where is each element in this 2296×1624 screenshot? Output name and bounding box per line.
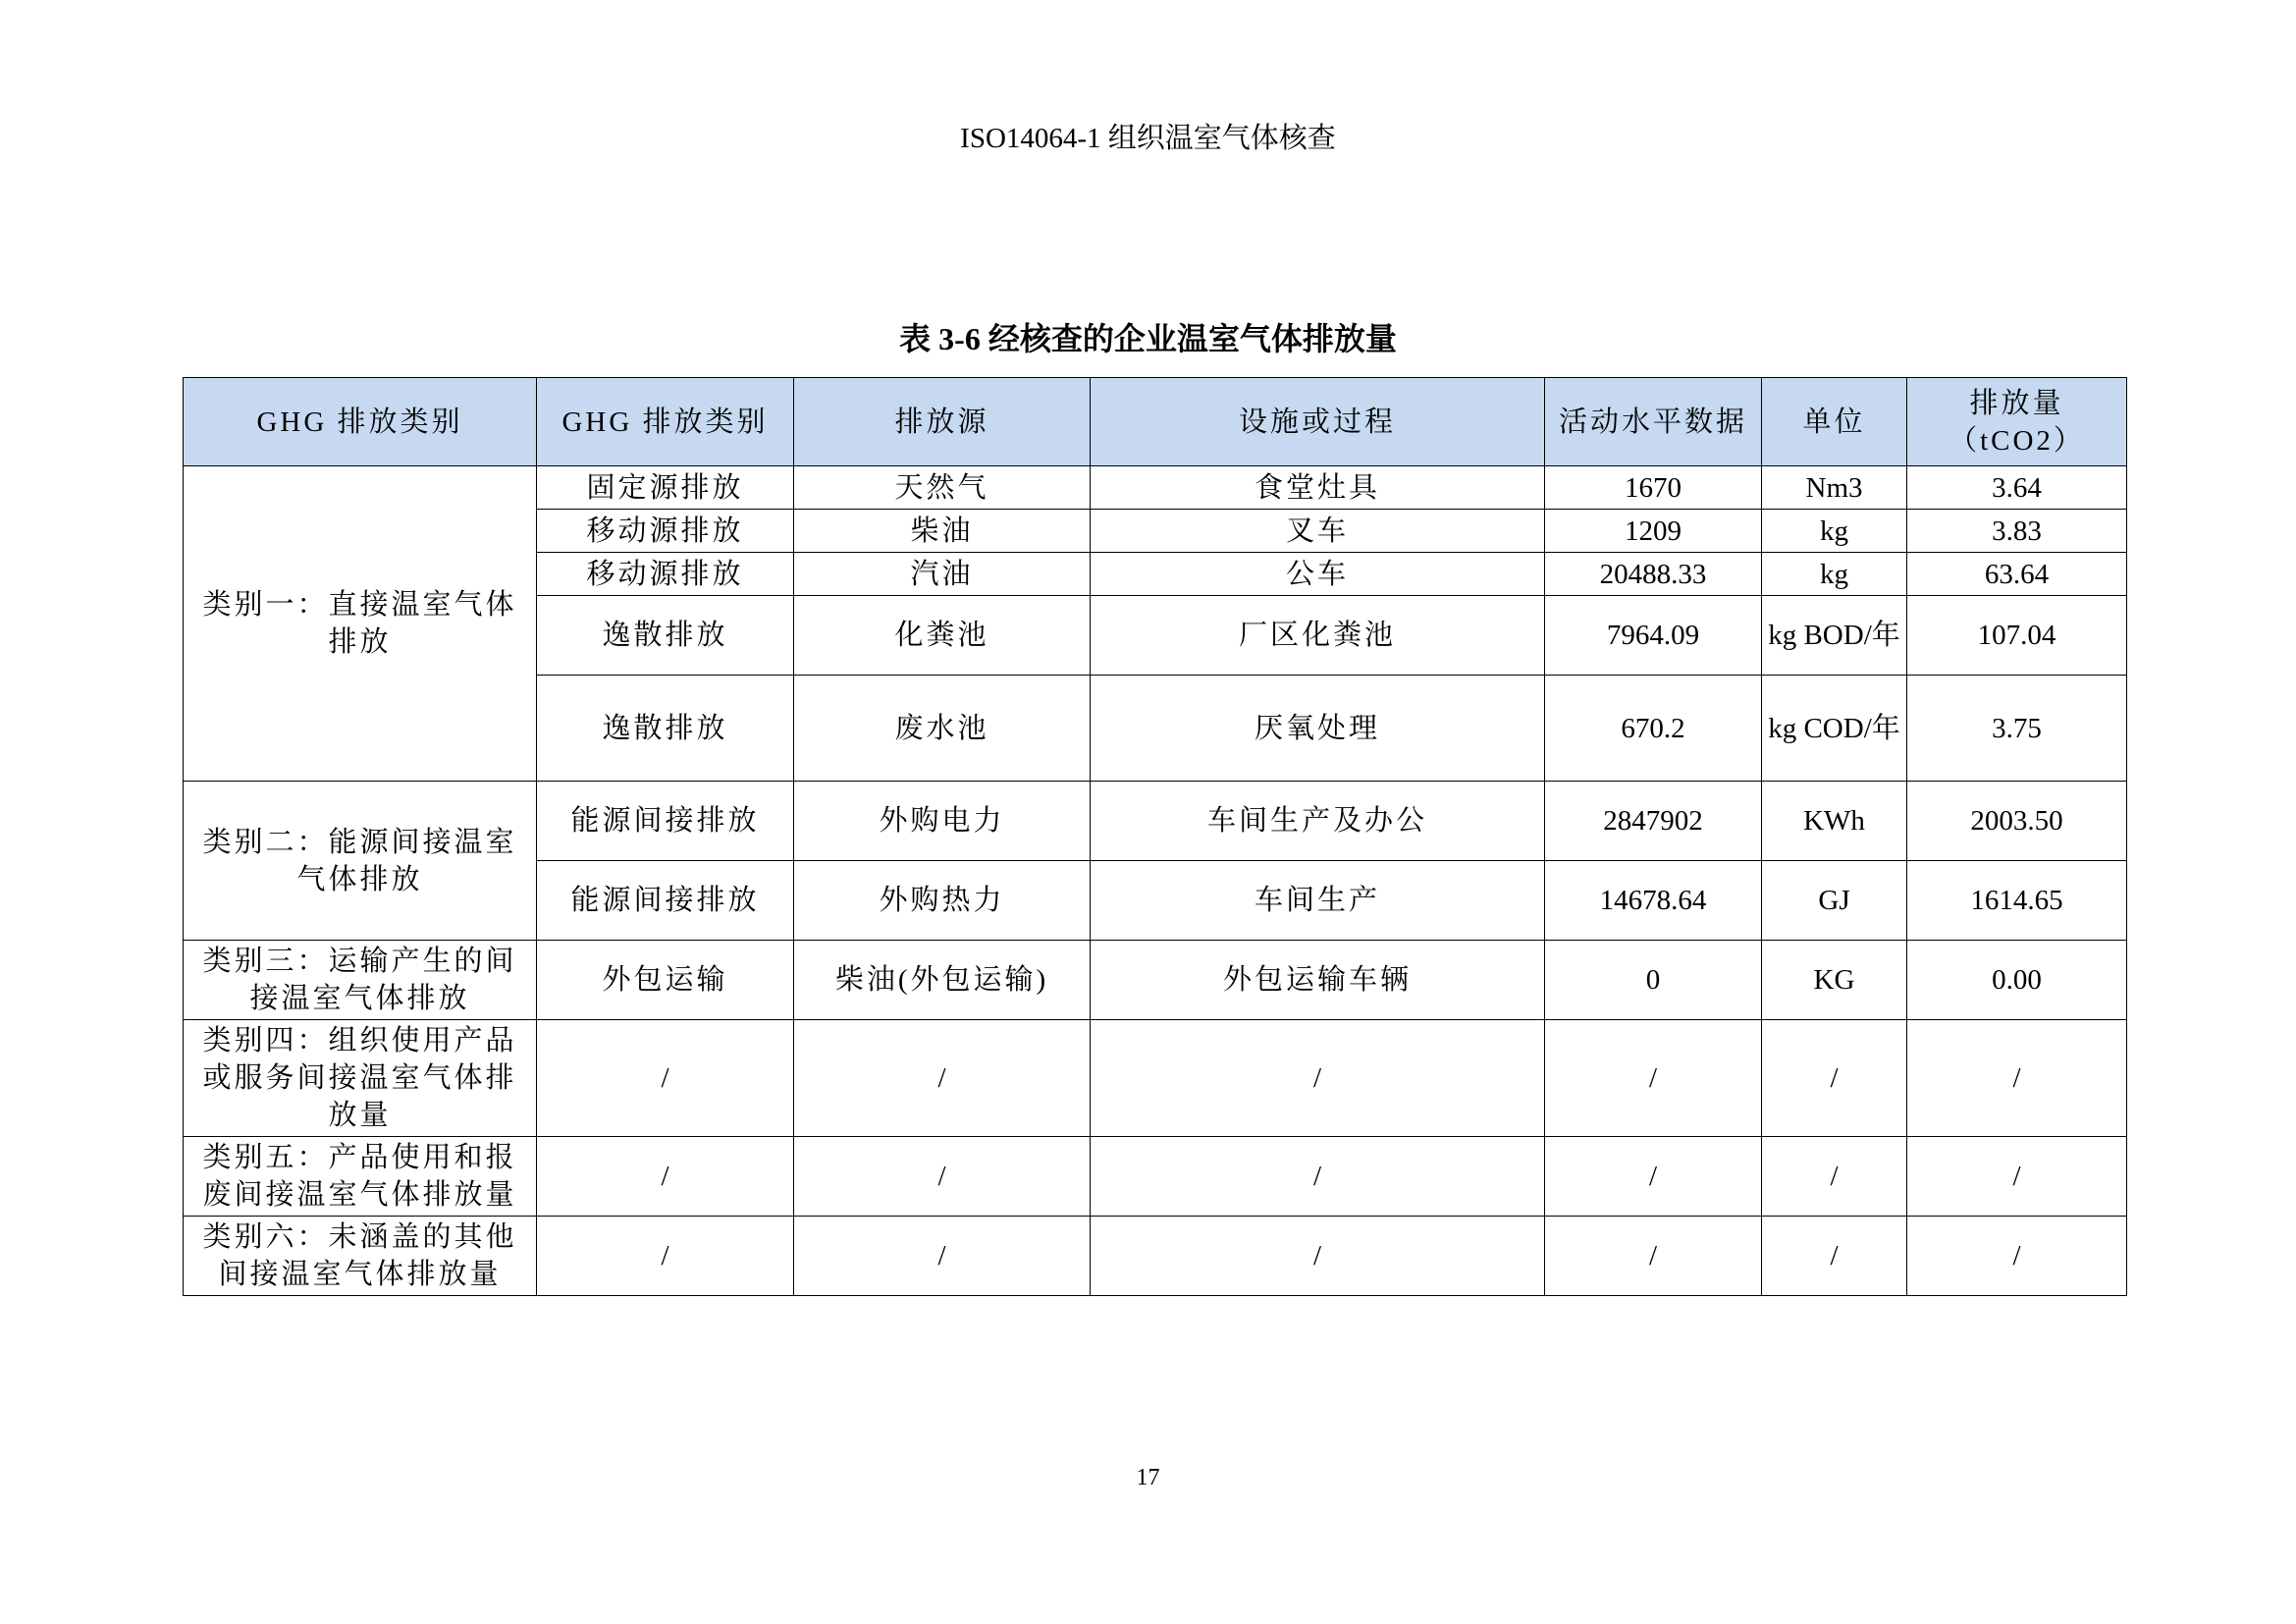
emission-value-cell: 63.64 bbox=[1907, 553, 2127, 596]
table-header-row bbox=[184, 378, 2127, 466]
emission-source-cell: 汽油 bbox=[794, 553, 1091, 596]
emission-value-cell: / bbox=[1907, 1020, 2127, 1137]
activity-data-cell: 670.2 bbox=[1545, 676, 1762, 782]
facility-cell: / bbox=[1091, 1217, 1545, 1296]
facility-cell: 车间生产及办公 bbox=[1091, 782, 1545, 861]
unit-cell: / bbox=[1762, 1217, 1907, 1296]
emission-value-cell: / bbox=[1907, 1217, 2127, 1296]
facility-cell: 厂区化粪池 bbox=[1091, 596, 1545, 676]
emission-type-cell: 移动源排放 bbox=[537, 553, 794, 596]
emission-value-cell: 2003.50 bbox=[1907, 782, 2127, 861]
emission-type-cell: / bbox=[537, 1217, 794, 1296]
emission-type-cell: / bbox=[537, 1137, 794, 1217]
facility-cell: 叉车 bbox=[1091, 510, 1545, 553]
unit-cell: Nm3 bbox=[1762, 466, 1907, 510]
page-header-title: ISO14064-1 组织温室气体核查 bbox=[960, 123, 1336, 154]
column-header-unit: 单位 bbox=[1762, 378, 1907, 466]
table-row bbox=[184, 1137, 2127, 1217]
emission-value-cell: 3.83 bbox=[1907, 510, 2127, 553]
unit-cell: kg bbox=[1762, 553, 1907, 596]
emission-source-cell: / bbox=[794, 1020, 1091, 1137]
table-row bbox=[184, 782, 2127, 861]
activity-data-cell: 2847902 bbox=[1545, 782, 1762, 861]
emissions-table bbox=[183, 377, 2127, 1296]
emission-value-cell: 0.00 bbox=[1907, 941, 2127, 1020]
emission-value-cell: / bbox=[1907, 1137, 2127, 1217]
column-header-emission-source: 排放源 bbox=[794, 378, 1091, 466]
facility-cell: 食堂灶具 bbox=[1091, 466, 1545, 510]
column-header-emission: 排放量（tCO2） bbox=[1907, 378, 2127, 466]
unit-cell: / bbox=[1762, 1137, 1907, 1217]
category-cell: 类别一：直接温室气体排放 bbox=[184, 466, 537, 782]
activity-data-cell: / bbox=[1545, 1137, 1762, 1217]
table-row bbox=[184, 1020, 2127, 1137]
page-number: 17 bbox=[1136, 1465, 1160, 1490]
unit-cell: KWh bbox=[1762, 782, 1907, 861]
activity-data-cell: 1670 bbox=[1545, 466, 1762, 510]
table-row bbox=[184, 1217, 2127, 1296]
column-header-facility: 设施或过程 bbox=[1091, 378, 1545, 466]
facility-cell: 厌氧处理 bbox=[1091, 676, 1545, 782]
emission-source-cell: 化粪池 bbox=[794, 596, 1091, 676]
category-cell: 类别三：运输产生的间接温室气体排放 bbox=[184, 941, 537, 1020]
facility-cell: 公车 bbox=[1091, 553, 1545, 596]
table-row bbox=[184, 466, 2127, 510]
emission-source-cell: 外购热力 bbox=[794, 861, 1091, 941]
category-cell: 类别四：组织使用产品或服务间接温室气体排放量 bbox=[184, 1020, 537, 1137]
column-header-ghg-category: GHG 排放类别 bbox=[184, 378, 537, 466]
facility-cell: 车间生产 bbox=[1091, 861, 1545, 941]
emission-source-cell: 柴油(外包运输) bbox=[794, 941, 1091, 1020]
unit-cell: KG bbox=[1762, 941, 1907, 1020]
activity-data-cell: / bbox=[1545, 1217, 1762, 1296]
emission-source-cell: 外购电力 bbox=[794, 782, 1091, 861]
emission-type-cell: 逸散排放 bbox=[537, 596, 794, 676]
emission-source-cell: 柴油 bbox=[794, 510, 1091, 553]
emission-type-cell: 固定源排放 bbox=[537, 466, 794, 510]
emission-type-cell: 能源间接排放 bbox=[537, 861, 794, 941]
activity-data-cell: 14678.64 bbox=[1545, 861, 1762, 941]
table-row bbox=[184, 941, 2127, 1020]
column-header-activity-data: 活动水平数据 bbox=[1545, 378, 1762, 466]
unit-cell: / bbox=[1762, 1020, 1907, 1137]
emission-type-cell: 逸散排放 bbox=[537, 676, 794, 782]
facility-cell: 外包运输车辆 bbox=[1091, 941, 1545, 1020]
unit-cell: kg BOD/年 bbox=[1762, 596, 1907, 676]
facility-cell: / bbox=[1091, 1020, 1545, 1137]
emission-type-cell: / bbox=[537, 1020, 794, 1137]
activity-data-cell: 0 bbox=[1545, 941, 1762, 1020]
emission-value-cell: 3.75 bbox=[1907, 676, 2127, 782]
unit-cell: kg COD/年 bbox=[1762, 676, 1907, 782]
activity-data-cell: 20488.33 bbox=[1545, 553, 1762, 596]
unit-cell: kg bbox=[1762, 510, 1907, 553]
emission-source-cell: / bbox=[794, 1217, 1091, 1296]
column-header-ghg-type: GHG 排放类别 bbox=[537, 378, 794, 466]
unit-cell: GJ bbox=[1762, 861, 1907, 941]
category-cell: 类别二：能源间接温室气体排放 bbox=[184, 782, 537, 941]
emission-type-cell: 移动源排放 bbox=[537, 510, 794, 553]
table-caption: 表 3-6 经核查的企业温室气体排放量 bbox=[899, 321, 1397, 356]
activity-data-cell: / bbox=[1545, 1020, 1762, 1137]
emission-type-cell: 外包运输 bbox=[537, 941, 794, 1020]
activity-data-cell: 7964.09 bbox=[1545, 596, 1762, 676]
category-cell: 类别五：产品使用和报废间接温室气体排放量 bbox=[184, 1137, 537, 1217]
activity-data-cell: 1209 bbox=[1545, 510, 1762, 553]
emission-type-cell: 能源间接排放 bbox=[537, 782, 794, 861]
emission-source-cell: / bbox=[794, 1137, 1091, 1217]
emission-value-cell: 107.04 bbox=[1907, 596, 2127, 676]
category-cell: 类别六：未涵盖的其他间接温室气体排放量 bbox=[184, 1217, 537, 1296]
emission-source-cell: 废水池 bbox=[794, 676, 1091, 782]
emission-source-cell: 天然气 bbox=[794, 466, 1091, 510]
emission-value-cell: 3.64 bbox=[1907, 466, 2127, 510]
emission-value-cell: 1614.65 bbox=[1907, 861, 2127, 941]
facility-cell: / bbox=[1091, 1137, 1545, 1217]
